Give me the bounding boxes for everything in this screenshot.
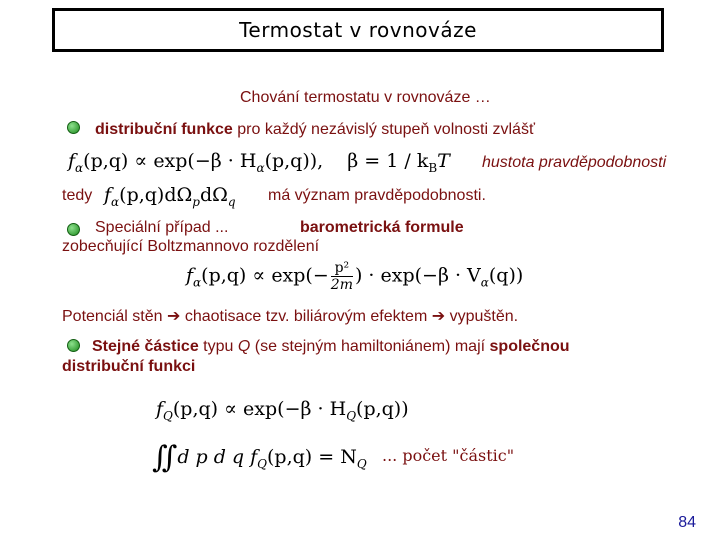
formula1-T: T [437, 150, 450, 172]
formula-common-distribution [156, 398, 409, 423]
formula1-prop: ∝ [134, 150, 148, 172]
formula1-hsub: α [256, 160, 265, 175]
bullet3-mid: typu [198, 338, 238, 355]
formula2-rest: (p,q)dΩ [119, 184, 193, 206]
bullet3-bold1: Stejné částice [92, 338, 199, 355]
formula3-f: f [186, 264, 194, 287]
formula3-sub: α [193, 275, 202, 290]
formula2-psub: p [192, 194, 200, 209]
bullet-icon [67, 121, 80, 134]
hustota-label: hustota pravděpodobnosti [482, 154, 667, 171]
formula1-args: (p,q) [83, 150, 129, 172]
page-number: 84 [678, 514, 696, 531]
formula1-f: f [68, 150, 76, 172]
formula4-args: (p,q) [172, 398, 219, 420]
potencial-b: chaotisace tzv. biliárovým efektem [180, 308, 432, 325]
formula5-sub: Q [257, 456, 267, 471]
formula3-exp1: exp(− [271, 264, 329, 287]
formula3-den: 2m [330, 277, 353, 293]
formula3-exp2: ) · exp(−β · V [354, 264, 481, 287]
formula4-sub: Q [163, 408, 173, 423]
formula4-exp: exp(−β · H [243, 398, 347, 420]
slide-title: Termostat v rovnováze [239, 18, 477, 42]
slide-subtitle: Chování termostatu v rovnováze … [240, 89, 491, 106]
bullet-icon [67, 339, 80, 352]
formula-normalization [152, 440, 367, 475]
formula2-qsub: q [227, 194, 236, 209]
bullet1-text [95, 121, 535, 139]
formula3-vargs: (q)) [488, 264, 524, 287]
formula3-fraction [331, 260, 353, 293]
bullet1-bold: distribuční funkce [95, 121, 233, 138]
formula-barometric [186, 260, 523, 293]
formula-probability-element [104, 184, 236, 209]
potencial-line [62, 306, 518, 326]
arrow-right-icon: ➔ [166, 308, 181, 325]
formula-distribution [68, 150, 450, 175]
pocet-label: ... počet "částic" [382, 446, 515, 465]
potencial-a: Potenciál stěn [62, 308, 163, 325]
formula3-vsub: α [480, 275, 489, 290]
formula3-num: p² [331, 260, 353, 277]
potencial-c: vypuštěn. [445, 308, 519, 325]
formula1-bsub: B [428, 160, 438, 175]
formula4-f: f [156, 398, 164, 420]
arrow-right-icon: ➔ [431, 308, 446, 325]
bullet3-bold2: společnou [489, 338, 570, 355]
formula1-beta: β = 1 / k [347, 150, 429, 172]
formula2-f: f [104, 184, 112, 206]
formula3-prop: ∝ [252, 264, 266, 287]
vyznam-text: má význam pravděpodobnosti. [268, 187, 486, 204]
integral-symbol: ∫∫ [152, 440, 172, 475]
bullet3-line2: distribuční funkci [62, 358, 196, 375]
formula3-args: (p,q) [201, 264, 247, 287]
bullet2-line2: zobecňující Boltzmannovo rozdělení [62, 238, 320, 255]
bullet-icon [67, 223, 80, 236]
formula1-hargs: (p,q)), [264, 150, 324, 172]
formula5-args: (p,q) = N [267, 446, 357, 468]
slide-title-box [52, 8, 664, 52]
bullet3-q: Q [237, 338, 251, 355]
bullet3-rest: (se stejným hamiltoniánem) mají [250, 338, 490, 355]
formula4-hsub: Q [346, 408, 357, 423]
formula1-exp: exp(−β · H [153, 150, 257, 172]
formula5-nsub: Q [356, 456, 367, 471]
bullet2-bold: barometrická formule [300, 219, 464, 236]
formula4-prop: ∝ [224, 398, 237, 420]
formula4-hargs: (p,q)) [356, 398, 409, 420]
bullet2-pre: Speciální případ ... [95, 219, 229, 236]
tedy-label: tedy [62, 187, 93, 204]
formula5-d: d p d q f [177, 446, 258, 468]
bullet3-text [92, 338, 570, 356]
formula2-sub: α [111, 194, 120, 209]
formula2-domega: dΩ [199, 184, 228, 206]
bullet1-rest: pro každý nezávislý stupeň volnosti zvlášť [232, 121, 535, 138]
formula1-sub: α [75, 160, 84, 175]
